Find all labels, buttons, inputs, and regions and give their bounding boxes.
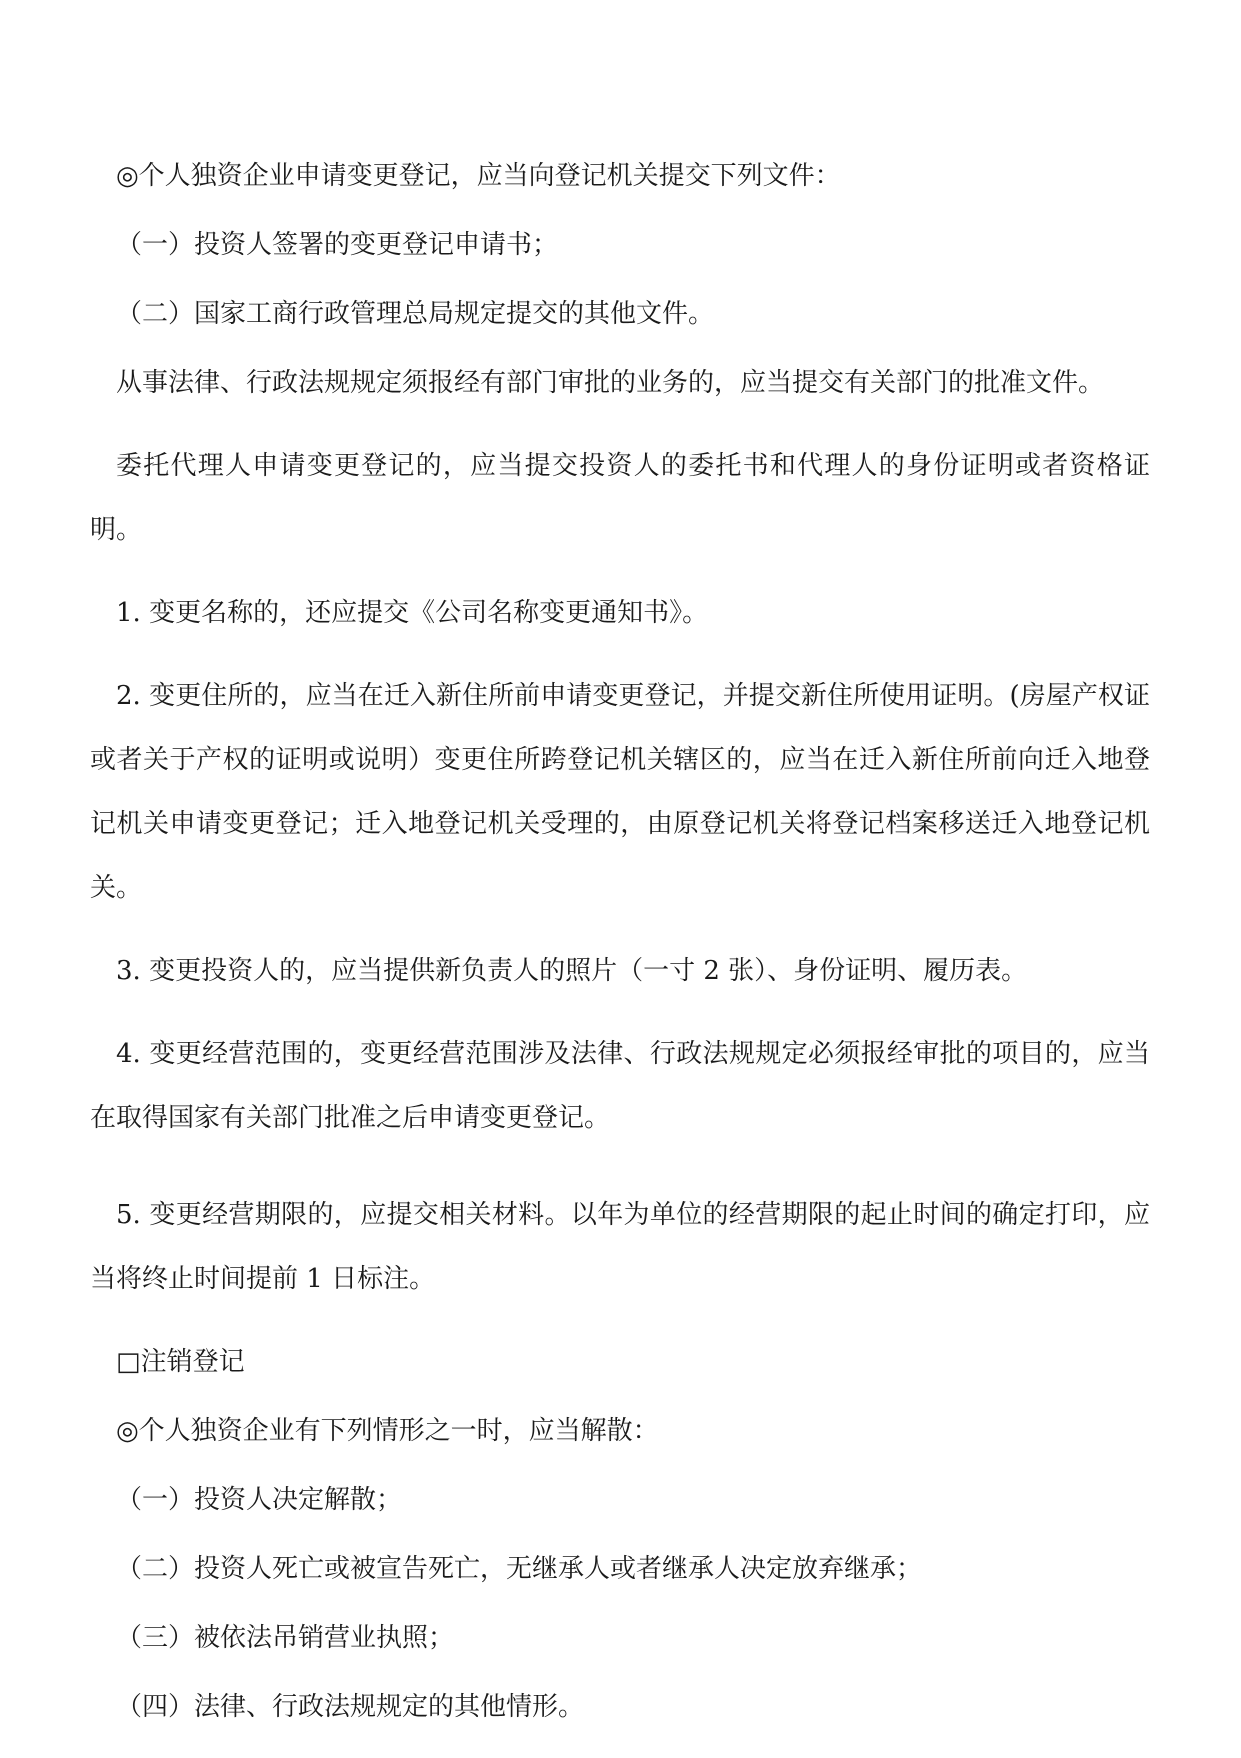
paragraph-dissolution-item-2: （二）投资人死亡或被宣告死亡，无继承人或者继承人决定放弃继承； xyxy=(116,1554,923,1584)
paragraph-change-name: 1. 变更名称的，还应提交《公司名称变更通知书》。 xyxy=(116,598,709,628)
paragraph-dissolution-item-3: （三）被依法吊销营业执照； xyxy=(116,1623,455,1653)
paragraph-item-2: （二）国家工商行政管理总局规定提交的其他文件。 xyxy=(116,299,715,329)
document-body xyxy=(90,158,1150,1758)
paragraph-agent-registration: 委托代理人申请变更登记的，应当提交投资人的委托书和代理人的身份证明或者资格证明。 xyxy=(90,451,1150,545)
paragraph-change-business-term: 5. 变更经营期限的，应提交相关材料。以年为单位的经营期限的起止时间的确定打印，应当将终止时间提前 1 日标注。 xyxy=(90,1200,1150,1294)
paragraph-change-registration-intro: ◎个人独资企业申请变更登记，应当向登记机关提交下列文件： xyxy=(116,161,841,191)
paragraph-item-1: （一）投资人签署的变更登记申请书； xyxy=(116,230,559,260)
section-heading-deregistration: □注销登记 xyxy=(116,1347,245,1377)
paragraph-approval-documents: 从事法律、行政法规规定须报经有部门审批的业务的，应当提交有关部门的批准文件。 xyxy=(116,368,1105,398)
paragraph-change-business-scope: 4. 变更经营范围的，变更经营范围涉及法律、行政法规规定必须报经审批的项目的，应当在取得国家有关部门批准之后申请变更登记。 xyxy=(90,1039,1150,1133)
paragraph-change-investor: 3. 变更投资人的，应当提供新负责人的照片（一寸 2 张）、身份证明、履历表。 xyxy=(116,956,1028,986)
paragraph-dissolution-item-1: （一）投资人决定解散； xyxy=(116,1485,403,1515)
paragraph-dissolution-intro: ◎个人独资企业有下列情形之一时，应当解散： xyxy=(116,1416,659,1446)
paragraph-dissolution-item-4: （四）法律、行政法规规定的其他情形。 xyxy=(116,1692,585,1722)
paragraph-change-address: 2. 变更住所的，应当在迁入新住所前申请变更登记，并提交新住所使用证明。(房屋产权证或者关于产权的证明或说明）变更住所跨登记机关辖区的，应当在迁入新住所前向迁入地登记机关申请变更登记；迁入地登记机关受理的，由原登记机关将登记档案移送迁入地登记机关。 xyxy=(90,681,1150,903)
